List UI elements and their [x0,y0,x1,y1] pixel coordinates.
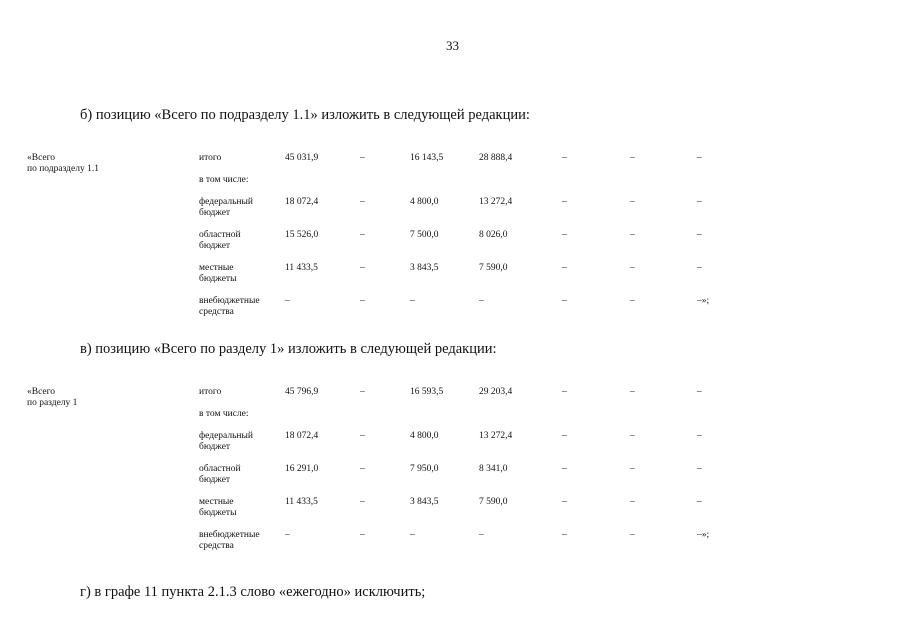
row-label [199,530,279,552]
row-label-line2: средства [199,541,234,551]
row-label-line2: средства [199,307,234,317]
table-cell-col4: 29 203,4 [479,387,513,397]
table-row [0,230,905,258]
table-cell-col6: – [630,197,635,207]
table-cell-col7: – [697,197,702,207]
table-cell-col2: – [360,530,365,540]
table-cell-col1: – [285,296,290,306]
row-label [199,296,279,318]
table-cell-col5: – [562,387,567,397]
table-row [0,431,905,459]
table-cell-col5: – [562,263,567,273]
table-cell-col3: 3 843,5 [410,263,439,273]
table-cell-col7: – [697,387,702,397]
table-cell-col2: – [360,197,365,207]
table-row [0,197,905,225]
table-cell-col6: – [630,153,635,163]
row-label-line2: бюджет [199,208,231,218]
table-cell-col2: – [360,431,365,441]
row-label-line1: внебюджетные [199,296,260,306]
table-cell-col6: – [630,296,635,306]
table-cell-col2: – [360,387,365,397]
table-cell-col1: 45 031,9 [285,153,319,163]
table-cell-col5: – [562,153,567,163]
table-cell-col4: – [479,530,484,540]
table-cell-col4: 28 888,4 [479,153,513,163]
paragraph-b: б) позицию «Всего по подразделу 1.1» изложить в следующей редакции: [80,107,530,123]
table-cell-col1: – [285,530,290,540]
table-cell-col2: – [360,497,365,507]
table-cell-col7: – [697,431,702,441]
row-label [199,387,279,398]
table-cell-col4: – [479,296,484,306]
table-title-line2: по разделу 1 [27,398,78,408]
table-cell-col5: – [562,197,567,207]
table-cell-col1: 11 433,5 [285,263,318,273]
table-cell-col2: – [360,296,365,306]
row-label [199,431,279,453]
table-cell-col4: 7 590,0 [479,263,508,273]
table-cell-col6: – [630,530,635,540]
row-label [199,464,279,486]
table-cell-col6: – [630,497,635,507]
row-label-line2: бюджеты [199,508,237,518]
row-label-line2: бюджеты [199,274,237,284]
table-title-line1: «Всего [27,387,56,397]
table-cell-col4: 8 026,0 [479,230,508,240]
row-label-line2: бюджет [199,241,231,251]
table-cell-col5: – [562,497,567,507]
table-cell-col4: 7 590,0 [479,497,508,507]
table-cell-col3: 4 800,0 [410,431,439,441]
row-label-line1: местные [199,263,234,273]
row-label-line1: внебюджетные [199,530,260,540]
row-label [199,175,279,186]
row-label [199,230,279,252]
row-label-line1: федеральный [199,197,253,207]
table-cell-col5: – [562,230,567,240]
table-cell-col7: – [697,497,702,507]
table-cell-col4: 13 272,4 [479,197,513,207]
table-cell-col1: 15 526,0 [285,230,319,240]
table-cell-col1: 45 796,9 [285,387,319,397]
table-cell-col5: – [562,530,567,540]
table-row [0,296,905,324]
row-label [199,263,279,285]
table-row [0,530,905,558]
row-label-line1: в том числе: [199,409,249,419]
row-label [199,153,279,164]
row-label-line2: бюджет [199,442,231,452]
row-label-line2: бюджет [199,475,231,485]
row-label-line1: областной [199,464,241,474]
table-title-line1: «Всего [27,153,56,163]
table-cell-col2: – [360,464,365,474]
table-cell-col1: 18 072,4 [285,197,319,207]
table-cell-col4: 8 341,0 [479,464,508,474]
table-cell-col2: – [360,263,365,273]
table-cell-col2: – [360,153,365,163]
table-cell-col5: – [562,464,567,474]
table-cell-col2: – [360,230,365,240]
table-cell-col5: – [562,431,567,441]
table-cell-col3: 3 843,5 [410,497,439,507]
row-label [199,197,279,219]
table-cell-col6: – [630,263,635,273]
table-cell-col7: –»; [697,296,710,306]
table-cell-col6: – [630,230,635,240]
table-cell-col6: – [630,431,635,441]
table-cell-col3: 16 143,5 [410,153,444,163]
row-label [199,497,279,519]
paragraph-g: г) в графе 11 пункта 2.1.3 слово «ежегодно» исключить; [80,584,426,600]
row-label-line1: федеральный [199,431,253,441]
table-cell-col7: – [697,263,702,273]
page-number: 33 [446,38,459,53]
table-row [0,497,905,525]
table-cell-col3: 4 800,0 [410,197,439,207]
table-cell-col1: 18 072,4 [285,431,319,441]
row-label-line1: итого [199,153,222,163]
table-row [0,464,905,492]
table-cell-col7: – [697,153,702,163]
table-cell-col7: –»; [697,530,710,540]
row-label-line1: областной [199,230,241,240]
table-cell-col3: 7 500,0 [410,230,439,240]
table-cell-col5: – [562,296,567,306]
table-cell-col6: – [630,387,635,397]
table-cell-col1: 11 433,5 [285,497,318,507]
row-label-line1: в том числе: [199,175,249,185]
table-cell-col3: – [410,530,415,540]
table-cell-col3: 7 950,0 [410,464,439,474]
table-cell-col4: 13 272,4 [479,431,513,441]
row-label [199,409,279,420]
table-cell-col3: 16 593,5 [410,387,444,397]
paragraph-v: в) позицию «Всего по разделу 1» изложить в следующей редакции: [80,341,497,357]
table-row [0,263,905,291]
row-label-line1: итого [199,387,222,397]
row-label-line1: местные [199,497,234,507]
table-cell-col1: 16 291,0 [285,464,319,474]
table-cell-col7: – [697,464,702,474]
table-title-line2: по подразделу 1.1 [27,164,99,174]
table-cell-col6: – [630,464,635,474]
table-cell-col7: – [697,230,702,240]
table-cell-col3: – [410,296,415,306]
